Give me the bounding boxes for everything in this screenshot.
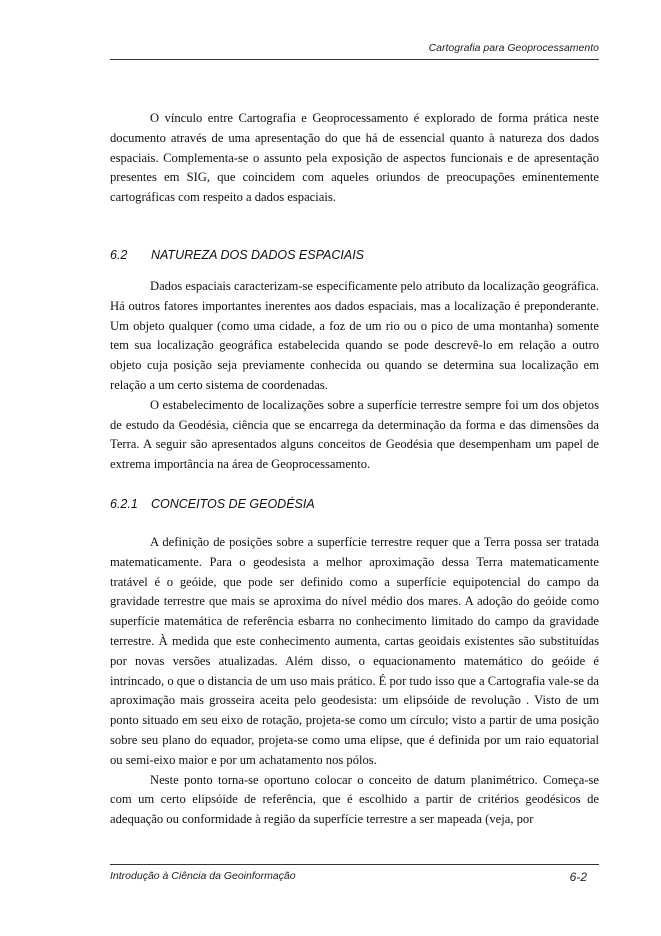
page-number: 6-2 bbox=[569, 870, 587, 884]
section-6-2-1-body bbox=[110, 533, 599, 830]
page-footer bbox=[110, 870, 599, 882]
footer-title: Introdução à Ciência da Geoinformação bbox=[110, 870, 296, 882]
section-number: 6.2.1 bbox=[110, 497, 138, 511]
paragraph: Neste ponto torna-se oportuno colocar o conceito de datum planimétrico. Começa-se com um certo elipsóide de referência, que é escolhido a partir de critérios geodésicos de adequação ou conformidade à região da superfície terrestre a ser mapeada (veja, por bbox=[110, 772, 599, 827]
section-heading-6-2 bbox=[110, 248, 599, 262]
running-header: Cartografia para Geoprocessamento bbox=[428, 42, 599, 54]
paragraph: O estabelecimento de localizações sobre a superfície terrestre sempre foi um dos objetos de estudo da Geodésia, ciência que se encarrega da determinação da forma e das dimensões da Terra. A seguir são apresentados alguns conceitos de Geodésia que desempenham um papel de extrema importância na área de Geoprocessamento. bbox=[110, 397, 599, 472]
section-title: NATUREZA DOS DADOS ESPACIAIS bbox=[151, 248, 365, 262]
intro-section bbox=[110, 109, 599, 208]
section-title: CONCEITOS DE GEODÉSIA bbox=[151, 497, 315, 511]
header-divider bbox=[110, 59, 599, 60]
footer-divider bbox=[110, 864, 599, 865]
section-6-2-body bbox=[110, 277, 599, 475]
section-heading-6-2-1 bbox=[110, 497, 599, 511]
paragraph: A definição de posições sobre a superfície terrestre requer que a Terra possa ser tratada matematicamente. Para o geodesista a melhor aproximação dessa Terra matematicamente tratável é o geóide, que pode ser definido como a superfície equipotencial do campo da gravidade terrestre que mais se aproxima do nível médio dos mares. A adoção do geóide como superfície matemática de referência esbarra no conhecimento limitado do campo da gravidade terrestre. À medida que este conhecimento aumenta, cartas geoidais existentes são substituídas por novas versões atualizadas. Além disso, o equacionamento matemático do geóide é intrincado, o que o distancia de um uso mais prático. É por tudo isso que a Cartografia vale-se da aproximação mais grosseira aceita pelo geodesista: um elipsóide de revolução . Visto de um ponto situado em seu eixo de rotação, projeta-se como um círculo; visto a partir de uma posição sobre seu plano do equador, projeta-se como uma elipse, que é definida por um raio equatorial ou semi-eixo maior e por um achatamento nos pólos. bbox=[110, 535, 599, 767]
intro-paragraph: O vínculo entre Cartografia e Geoprocessamento é explorado de forma prática neste documento através de uma apresentação do que há de essencial quanto à natureza dos dados espaciais. Complementa-se o assunto pela exposição de aspectos funcionais e de apresentação presentes em SIG, que coincidem com aqueles oriundos de preocupações eminentemente cartográficas com respeito a dados espaciais. bbox=[110, 111, 599, 205]
section-number: 6.2 bbox=[110, 248, 128, 262]
paragraph: Dados espaciais caracterizam-se especificamente pelo atributo da localização geográfica. Há outros fatores importantes inerentes aos dados espaciais, mas a localização é preponderante. Um objeto qualquer (como uma cidade, a foz de um rio ou o pico de uma montanha) somente tem sua localização geográfica estabelecida quando se pode descrevê-lo em relação a outro objeto cuja posição seja previamente conhecida ou quando se determina sua localização em relação a um certo sistema de coordenadas. bbox=[110, 279, 599, 392]
